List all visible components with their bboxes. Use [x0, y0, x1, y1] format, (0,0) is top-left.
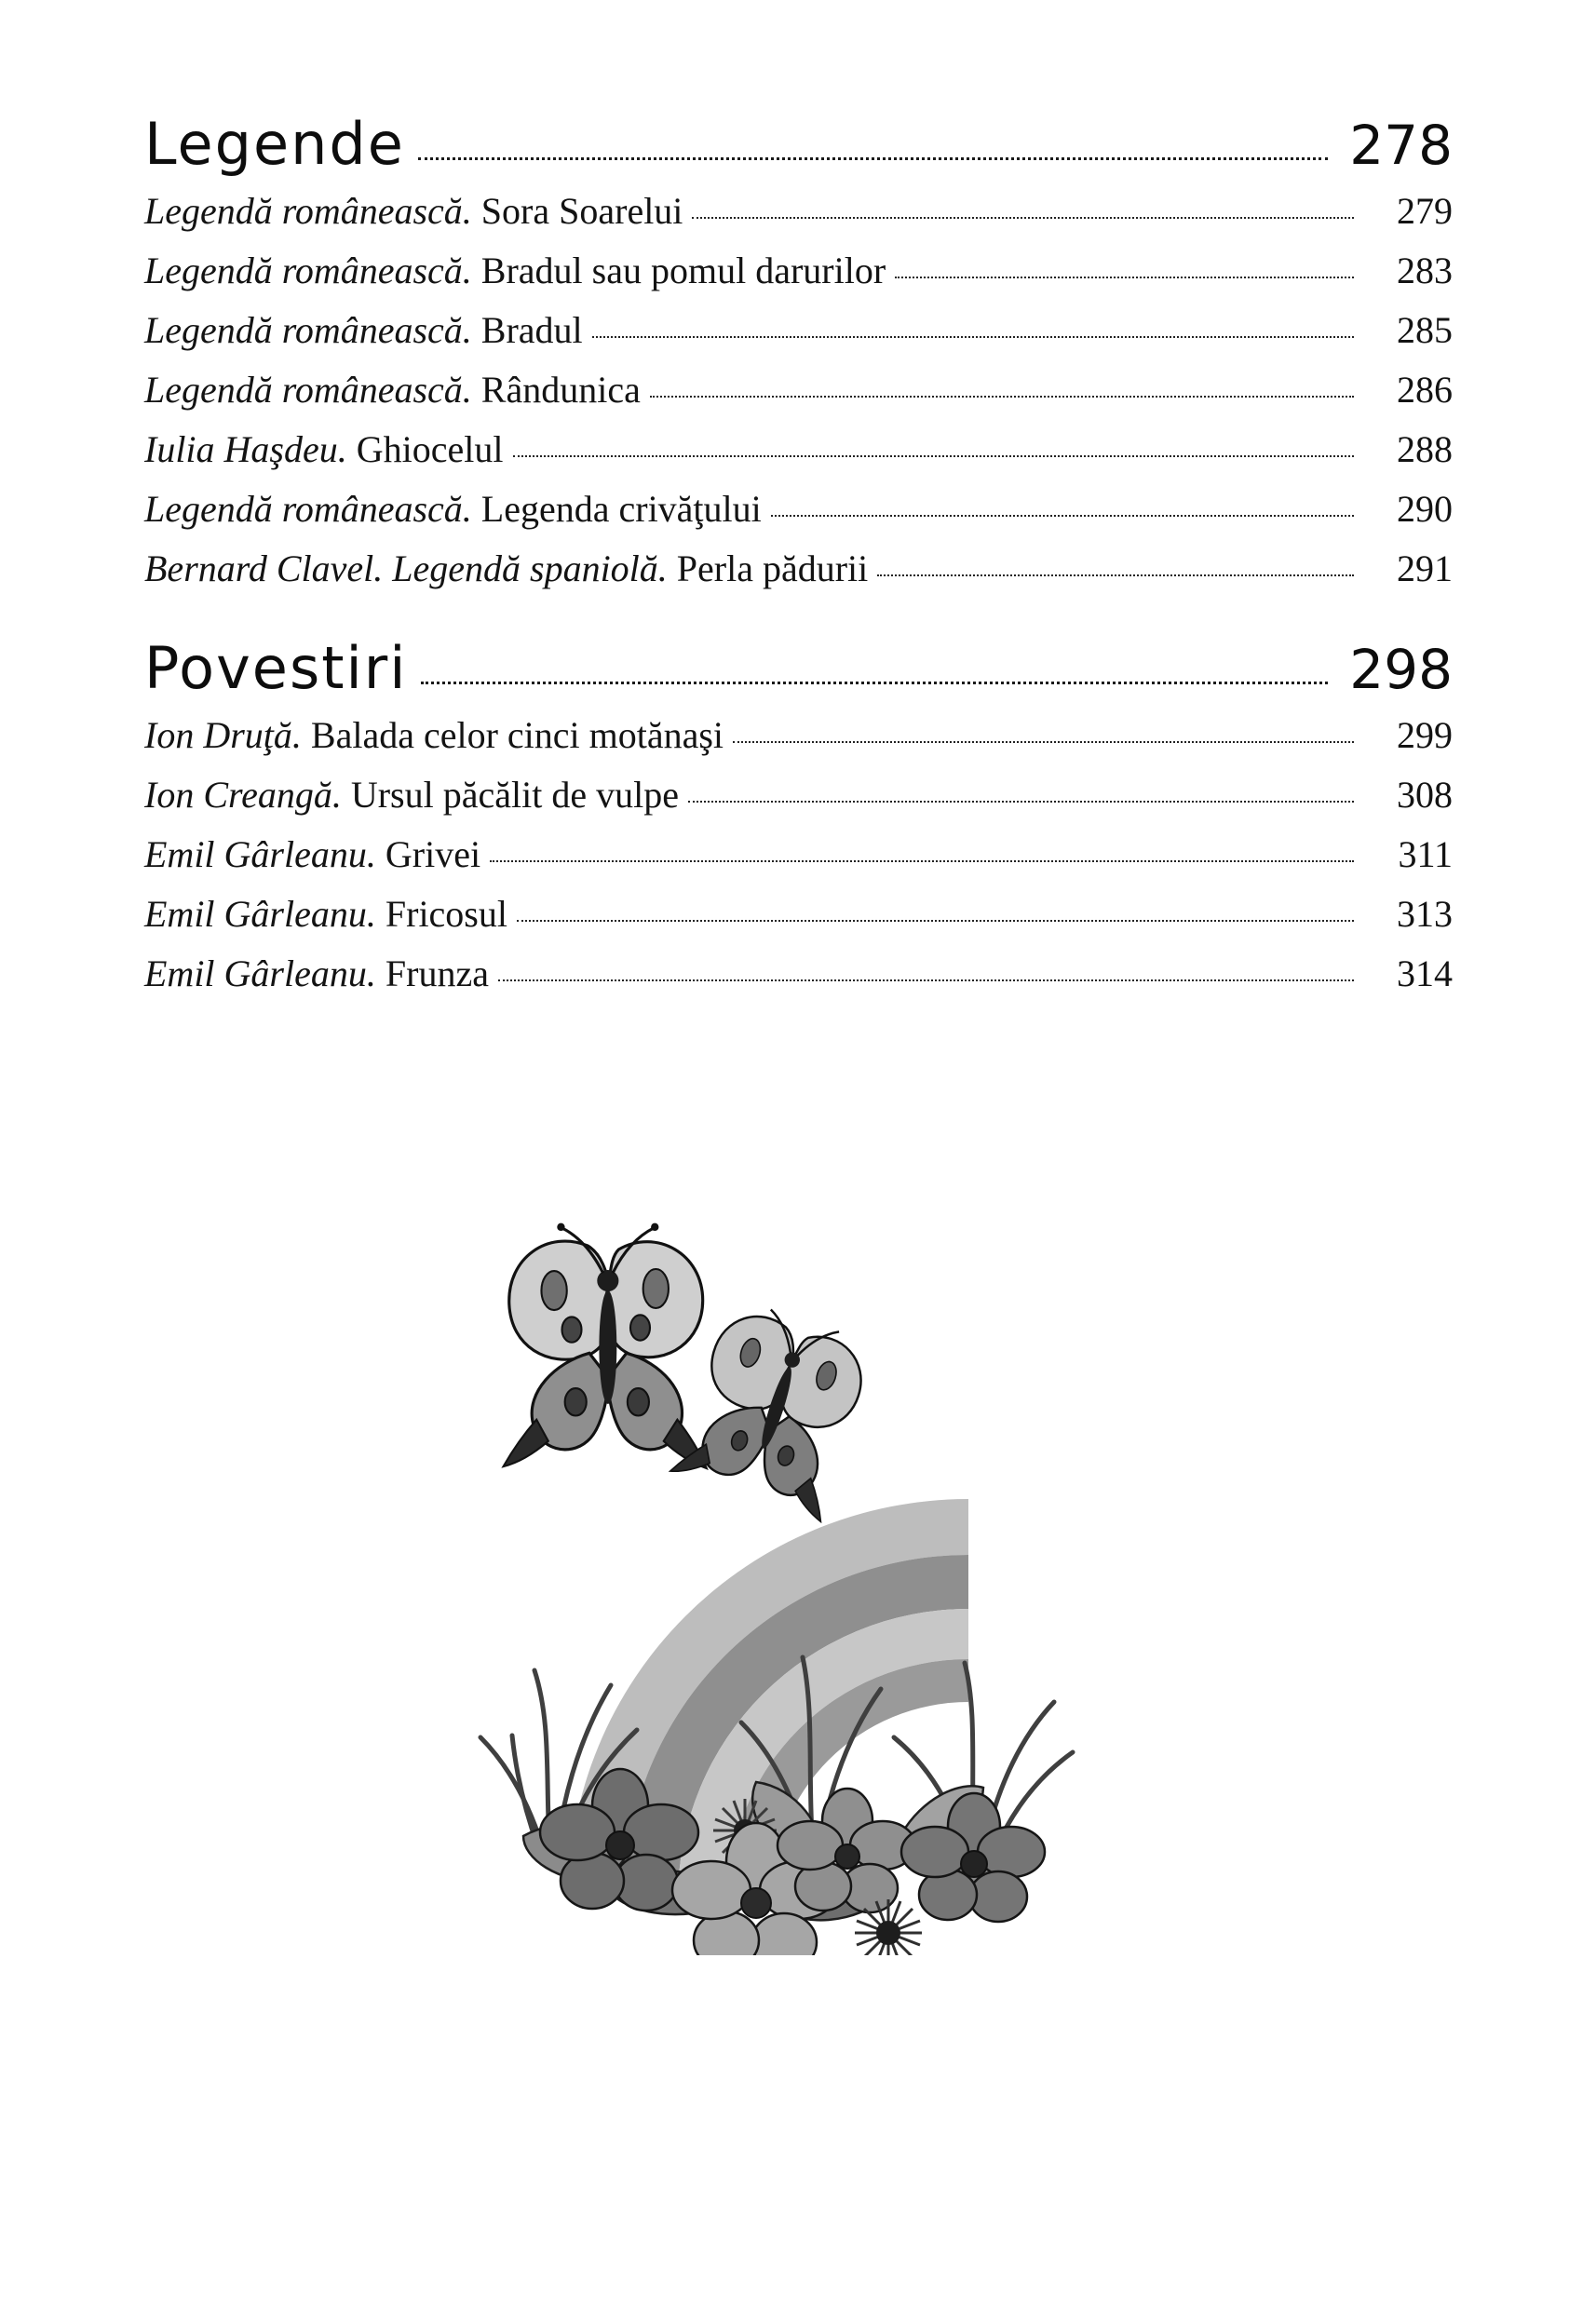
section-page-number: 278 — [1349, 114, 1453, 177]
entry-text — [144, 364, 650, 415]
entry-page-number: 288 — [1397, 428, 1453, 470]
leader-dots — [421, 673, 1329, 688]
toc-section — [144, 634, 1453, 999]
entry-text — [144, 483, 771, 534]
entry-text — [144, 424, 513, 475]
toc-entry[interactable] — [144, 948, 1453, 999]
entry-title: Grivei — [385, 833, 481, 875]
toc-entry[interactable] — [144, 829, 1453, 880]
entry-text — [144, 769, 688, 820]
entry-title: Bradul — [480, 309, 583, 351]
toc-entry[interactable] — [144, 364, 1453, 415]
table-of-contents — [144, 110, 1453, 1007]
section-title: Povestiri — [144, 634, 408, 702]
entry-page-number: 286 — [1397, 369, 1453, 411]
entry-author: Bernard Clavel. Legendă spaniolă. — [144, 547, 668, 589]
toc-section — [144, 110, 1453, 594]
entry-title: Bradul sau pomul darurilor — [480, 250, 886, 291]
entry-author: Emil Gârleanu. — [144, 833, 376, 875]
entry-page-number: 311 — [1398, 833, 1453, 875]
entry-page-number: 314 — [1397, 952, 1453, 994]
leader-dots — [513, 447, 1355, 462]
section-heading-row — [144, 110, 1453, 180]
toc-entry[interactable] — [144, 304, 1453, 356]
toc-entry[interactable] — [144, 709, 1453, 761]
entry-text — [144, 948, 498, 999]
section-entries — [144, 185, 1453, 594]
section-page-number: 298 — [1349, 638, 1453, 701]
entry-text — [144, 888, 517, 939]
entry-author: Legendă românească. — [144, 309, 472, 351]
entry-text — [144, 245, 895, 296]
entry-page-number: 285 — [1397, 309, 1453, 351]
entry-page-number: 308 — [1397, 774, 1453, 816]
leader-dots — [895, 268, 1354, 283]
entry-title: Ursul păcălit de vulpe — [350, 774, 679, 816]
toc-entry[interactable] — [144, 483, 1453, 534]
entry-title: Sora Soarelui — [480, 190, 683, 232]
leader-dots — [418, 149, 1328, 164]
entry-title: Ghiocelul — [356, 428, 504, 470]
section-spacer — [144, 602, 1453, 634]
leader-dots — [517, 912, 1354, 926]
entry-page-number: 290 — [1397, 488, 1453, 530]
rainbow-butterflies-flowers-illustration — [438, 1192, 1145, 1955]
entry-title: Rândunica — [480, 369, 641, 411]
leader-dots — [733, 733, 1354, 748]
entry-text — [144, 709, 733, 761]
entry-title: Frunza — [385, 952, 489, 994]
entry-page-number: 283 — [1397, 250, 1453, 291]
entry-page-number: 291 — [1397, 547, 1453, 589]
entry-page-number: 313 — [1397, 893, 1453, 935]
entry-author: Iulia Haşdeu. — [144, 428, 347, 470]
section-entries — [144, 709, 1453, 999]
leader-dots — [498, 971, 1354, 986]
toc-entry[interactable] — [144, 769, 1453, 820]
leader-dots — [688, 792, 1354, 807]
entry-text — [144, 185, 692, 236]
entry-author: Legendă românească. — [144, 250, 472, 291]
entry-text — [144, 304, 592, 356]
toc-entry[interactable] — [144, 888, 1453, 939]
entry-author: Ion Creangă. — [144, 774, 342, 816]
toc-entry[interactable] — [144, 245, 1453, 296]
section-title: Legende — [144, 110, 405, 178]
entry-author: Emil Gârleanu. — [144, 952, 376, 994]
entry-title: Balada celor cinci motănaşi — [310, 714, 724, 756]
leader-dots — [877, 566, 1354, 581]
entry-page-number: 279 — [1397, 190, 1453, 232]
butterfly-small — [670, 1295, 878, 1521]
toc-entry[interactable] — [144, 424, 1453, 475]
entry-title: Legenda crivăţului — [480, 488, 762, 530]
entry-author: Legendă românească. — [144, 488, 472, 530]
entry-title: Fricosul — [385, 893, 507, 935]
entry-author: Legendă românească. — [144, 190, 472, 232]
section-heading-row — [144, 634, 1453, 704]
entry-author: Legendă românească. — [144, 369, 472, 411]
leader-dots — [771, 506, 1354, 521]
toc-entry[interactable] — [144, 543, 1453, 594]
leader-dots — [650, 387, 1354, 402]
entry-author: Ion Druţă. — [144, 714, 302, 756]
leader-dots — [692, 209, 1354, 223]
flower-cluster — [523, 1769, 1045, 1955]
entry-author: Emil Gârleanu. — [144, 893, 376, 935]
entry-text — [144, 829, 490, 880]
leader-dots — [490, 852, 1354, 867]
butterfly-large — [504, 1223, 707, 1469]
entry-text — [144, 543, 877, 594]
toc-entry[interactable] — [144, 185, 1453, 236]
leader-dots — [592, 328, 1354, 343]
entry-page-number: 299 — [1397, 714, 1453, 756]
entry-title: Perla pădurii — [676, 547, 869, 589]
